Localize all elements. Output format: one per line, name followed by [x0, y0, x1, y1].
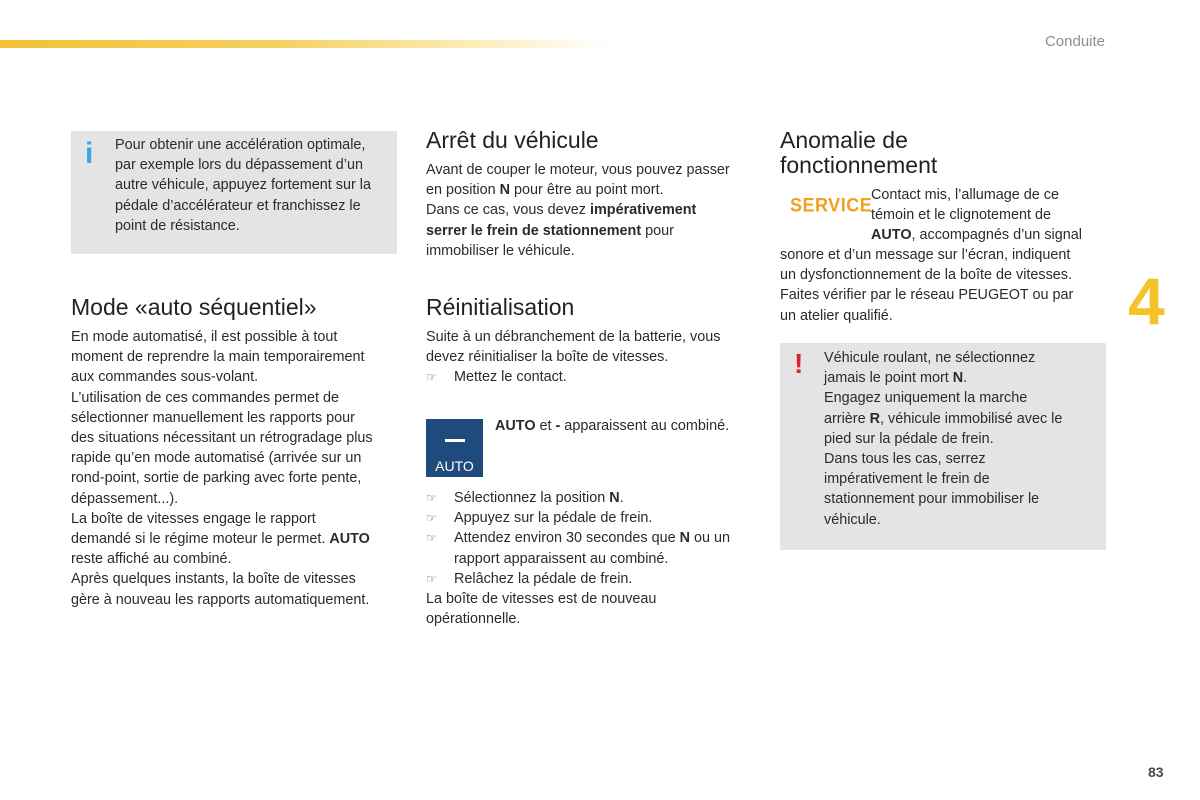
list-item: ☞ Relâchez la pédale de frein.: [426, 569, 761, 589]
reinit-intro: Suite à un débranchement de la batterie, vous devez réinitialiser la boîte de vitesses.: [426, 329, 721, 366]
list-item: ☞ Attendez environ 30 secondes que N ou un rapport apparaissent au combiné.: [426, 530, 731, 567]
chapter-number: 4: [1128, 264, 1165, 338]
header-accent-bar: [0, 40, 610, 48]
reinit-title: Réinitialisation: [426, 294, 575, 320]
anomalie-section: [780, 128, 1115, 178]
pointing-hand-icon: ☞: [426, 511, 437, 526]
pointing-hand-icon: ☞: [426, 491, 437, 505]
warning-text: Véhicule roulant, ne sélectionnez jamais le point mort N. Engagez uniquement la marche arrière R, véhicule immobilisé avec le pied sur la pédale de frein. Dans tous les cas, serrez impérativement le frein de stationnement pour immobiliser le véhicule.: [824, 350, 1063, 528]
reinit-steps: [426, 488, 761, 629]
section-title: Conduite: [1044, 33, 1105, 50]
anomalie-text: sonore et d’un message sur l’écran, indiquent un dysfonctionnement de la boîte de vitesses. Faites vérifier par le réseau PEUGEOT ou par un atelier qualifié.: [780, 247, 1074, 324]
arret-text: Avant de couper le moteur, vous pouvez passer en position N pour être au point mort. Dans ce cas, vous devez impérativement serrer le frein de stationnement pour immobiliser le véhicule.: [426, 162, 730, 259]
info-box: [71, 131, 397, 254]
pointing-hand-icon: ☞: [426, 571, 437, 586]
pointing-hand-icon: ☞: [426, 531, 437, 546]
mode-auto-text: En mode automatisé, il est possible à tout moment de reprendre la main temporairement aux commandes sous-volant. L’utilisation de ces commandes permet de sélectionner manuellement les rapports pour des situations nécessitant un rétrogradage plus rapide qu’en mode automatisé (arrivée sur un rond-point, sortie de parking avec forte pente, dépassement...). La boîte de vitesses engage le rapport demandé si le régime moteur le permet. AUTO reste affiché au combiné. Après quelques instants, la boîte de vitesses gère à nouveau les rapports automatiquement.: [71, 329, 373, 608]
minus-icon: [445, 439, 465, 442]
auto-mode-icon: AUTO: [426, 419, 483, 477]
reinit-section: [426, 295, 761, 388]
mode-auto-title: Mode «auto séquentiel»: [71, 294, 317, 320]
anomalie-text-top: Contact mis, l’allumage de ce témoin et le clignotement de AUTO, accompagnés d’un signal: [871, 187, 1082, 244]
exclamation-icon: !: [794, 348, 804, 379]
warning-box: [780, 343, 1106, 550]
arret-title: Arrêt du véhicule: [426, 127, 599, 153]
info-icon: i: [85, 137, 94, 170]
info-text: Pour obtenir une accélération optimale, par exemple lors du dépassement d’un autre véhicule, appuyez fortement sur la pédale d’accélérateur et franchissez le point de résistance.: [115, 137, 371, 234]
page-number: 83: [1148, 764, 1164, 780]
service-warning-icon: SERVICE: [790, 193, 873, 216]
mode-auto-section: [71, 295, 406, 610]
anomalie-title: Anomalie de fonctionnement: [780, 127, 938, 178]
list-item: ☞ Sélectionnez la position N.: [426, 488, 761, 508]
auto-icon-caption: AUTO et - apparaissent au combiné.: [495, 418, 730, 434]
reinit-conclusion: La boîte de vitesses est de nouveau opérationnelle.: [426, 591, 657, 628]
list-item: ☞ Mettez le contact.: [426, 367, 761, 387]
pointing-hand-icon: ☞: [426, 370, 437, 385]
arret-section: [426, 128, 761, 261]
list-item: ☞ Appuyez sur la pédale de frein.: [426, 508, 761, 528]
